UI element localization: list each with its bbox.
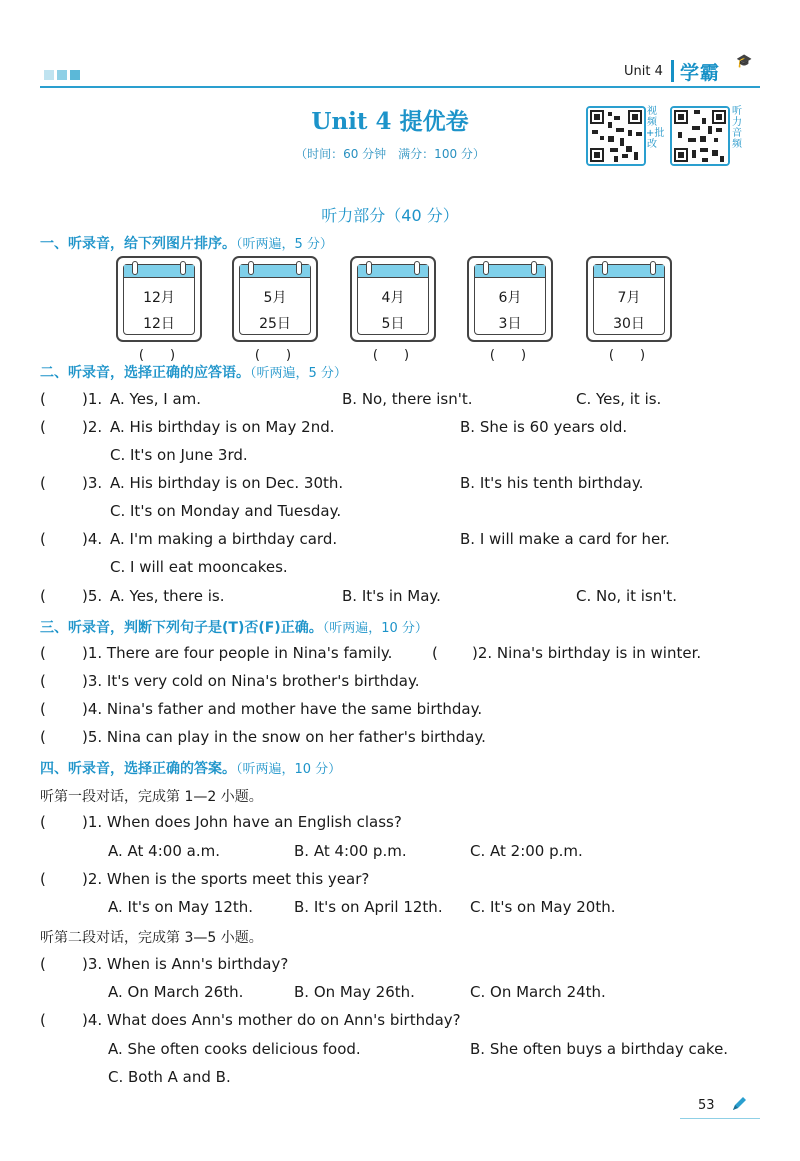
qr-label-audio: 听力音频 (732, 106, 742, 150)
answer-blank[interactable]: ( (432, 644, 438, 662)
calendar-month: 7月 (617, 290, 641, 306)
option-a: A. His birthday is on Dec. 30th. (110, 474, 344, 492)
option-a: A. At 4:00 a.m. (108, 842, 220, 860)
answer-blank[interactable]: ( ) (372, 348, 410, 363)
option-c: C. At 2:00 p.m. (470, 842, 583, 860)
question-3-2: )2. Nina's birthday is in winter. (472, 644, 702, 662)
option-a: A. She often cooks delicious food. (108, 1040, 361, 1058)
calendar-day: 3日 (498, 316, 522, 332)
option-c: C. I will eat mooncakes. (110, 558, 288, 576)
option-b: B. It's in May. (342, 587, 441, 605)
calendar-4 (467, 256, 553, 342)
answer-blank[interactable]: ( ) (608, 348, 646, 363)
option-c: C. On March 24th. (470, 983, 606, 1001)
calendar-3 (350, 256, 436, 342)
answer-blank[interactable]: ( (40, 870, 46, 888)
calendar-day: 12日 (143, 316, 175, 332)
qr-label-video: 视频+批改 (646, 106, 665, 150)
brand-logo: 学霸 (680, 58, 720, 85)
calendar-day: 5日 (381, 316, 405, 332)
answer-blank[interactable]: ( (40, 530, 46, 548)
page-number: 53 (698, 1098, 715, 1113)
option-b: B. At 4:00 p.m. (294, 842, 407, 860)
answer-blank[interactable]: ( (40, 474, 46, 492)
answer-blank[interactable]: ( ) (254, 348, 292, 363)
qr-code-audio[interactable] (670, 106, 730, 166)
section-3-heading: 三、听录音，判断下列句子是(T)否(F)正确。（听两遍，10 分） (40, 620, 428, 636)
option-a: A. It's on May 12th. (108, 898, 254, 916)
answer-blank[interactable]: ( (40, 955, 46, 973)
header-unit: Unit 4 (624, 64, 663, 79)
header-rule (40, 86, 760, 88)
option-c: C. It's on June 3rd. (110, 446, 248, 464)
option-c: C. No, it isn't. (576, 587, 678, 605)
part-title: 听力部分（40 分） (321, 206, 459, 225)
answer-blank[interactable]: ( (40, 418, 46, 436)
calendar-month: 6月 (498, 290, 522, 306)
calendar-month: 12月 (143, 290, 175, 306)
option-b: B. No, there isn't. (342, 390, 473, 408)
option-c: C. It's on Monday and Tuesday. (110, 502, 342, 520)
answer-blank[interactable]: ( (40, 700, 46, 718)
header-decoration (44, 70, 80, 80)
section-4-heading: 四、听录音，选择正确的答案。（听两遍，10 分） (40, 761, 342, 777)
option-b: B. It's on April 12th. (294, 898, 443, 916)
answer-blank[interactable]: ( (40, 587, 46, 605)
option-b: B. She is 60 years old. (460, 418, 628, 436)
answer-blank[interactable]: ( (40, 390, 46, 408)
pencil-icon (731, 1096, 747, 1116)
option-b: B. I will make a card for her. (460, 530, 670, 548)
option-b: B. It's his tenth birthday. (460, 474, 644, 492)
option-a: A. Yes, I am. (110, 390, 202, 408)
dialog-2-instruction: 听第二段对话，完成第 3—5 小题。 (40, 930, 263, 946)
calendar-day: 25日 (259, 316, 291, 332)
dialog-1-instruction: 听第一段对话，完成第 1—2 小题。 (40, 789, 263, 805)
option-c: C. It's on May 20th. (470, 898, 616, 916)
option-c: C. Yes, it is. (576, 390, 662, 408)
section-2-heading: 二、听录音，选择正确的应答语。（听两遍，5 分） (40, 365, 347, 381)
page-subtitle: （时间：60 分钟 满分：100 分） (295, 147, 485, 161)
option-b: B. She often buys a birthday cake. (470, 1040, 729, 1058)
answer-blank[interactable]: ( ) (138, 348, 176, 363)
option-a: A. On March 26th. (108, 983, 244, 1001)
option-a: A. I'm making a birthday card. (110, 530, 338, 548)
footer-rule (680, 1118, 760, 1119)
calendar-2 (232, 256, 318, 342)
section-1-heading: 一、听录音，给下列图片排序。（听两遍，5 分） (40, 236, 333, 252)
answer-blank[interactable]: ( (40, 672, 46, 690)
graduation-cap-icon: 🎓 (736, 54, 753, 69)
qr-code-video[interactable] (586, 106, 646, 166)
calendar-month: 5月 (263, 290, 287, 306)
option-a: A. Yes, there is. (110, 587, 225, 605)
answer-blank[interactable]: ( (40, 1011, 46, 1029)
answer-blank[interactable]: ( (40, 644, 46, 662)
page-title: Unit 4 提优卷 (311, 108, 469, 135)
calendar-5 (586, 256, 672, 342)
answer-blank[interactable]: ( (40, 813, 46, 831)
calendar-month: 4月 (381, 290, 405, 306)
answer-blank[interactable]: ( (40, 728, 46, 746)
option-c: C. Both A and B. (108, 1068, 231, 1086)
calendar-1 (116, 256, 202, 342)
answer-blank[interactable]: ( ) (489, 348, 527, 363)
option-a: A. His birthday is on May 2nd. (110, 418, 335, 436)
option-b: B. On May 26th. (294, 983, 415, 1001)
calendar-day: 30日 (613, 316, 645, 332)
